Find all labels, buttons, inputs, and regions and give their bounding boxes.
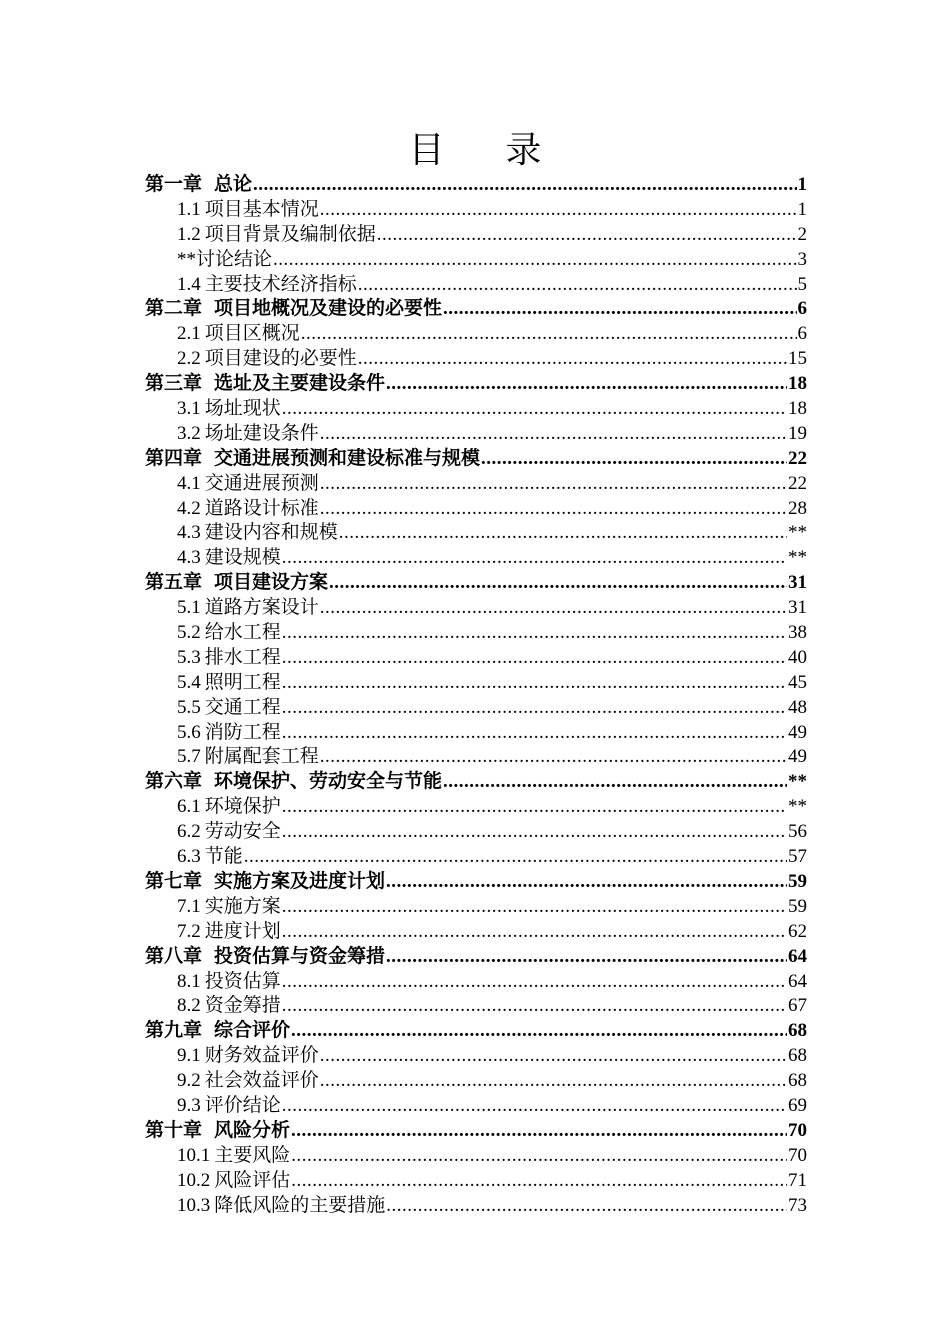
- toc-entry-number: 第二章: [145, 298, 203, 320]
- dot-leader: [386, 372, 787, 397]
- dot-leader: [282, 970, 787, 995]
- toc-page-number: **: [788, 547, 807, 569]
- toc-chapter-entry[interactable]: [145, 372, 807, 397]
- dot-leader: [377, 223, 797, 248]
- toc-page-number: 70: [788, 1119, 807, 1141]
- dot-leader: [443, 770, 787, 795]
- toc-section-entry[interactable]: [145, 721, 807, 746]
- toc-entry-number: 第八章: [145, 945, 203, 967]
- dot-leader: [282, 621, 787, 646]
- toc-page-number: 15: [788, 348, 807, 370]
- toc-section-entry[interactable]: [145, 671, 807, 696]
- dot-leader: [282, 1094, 787, 1119]
- toc-entry-label: 风险分析: [214, 1119, 291, 1141]
- toc-section-entry[interactable]: [145, 895, 807, 920]
- toc-page-number: 1: [797, 198, 807, 220]
- dot-leader: [282, 696, 787, 721]
- toc-page-number: 69: [788, 1094, 807, 1116]
- dot-leader: [291, 1169, 787, 1194]
- dot-leader: [339, 521, 787, 546]
- toc-chapter-entry[interactable]: [145, 1019, 807, 1044]
- toc-entry-label: 项目基本情况: [204, 198, 319, 220]
- toc-entry-label: 社会效益评价: [204, 1070, 319, 1092]
- toc-page-number: 59: [788, 870, 807, 892]
- toc-section-entry[interactable]: [145, 820, 807, 845]
- toc-entry-number: 3.1: [177, 398, 201, 420]
- toc-section-entry[interactable]: [145, 1044, 807, 1069]
- toc-entry-label: 节能: [204, 846, 243, 868]
- toc-entry-number: 1.2: [177, 223, 201, 245]
- toc-entry-number: 第九章: [145, 1020, 203, 1042]
- dot-leader: [273, 248, 796, 273]
- dot-leader: [386, 870, 787, 895]
- toc-section-entry[interactable]: [145, 273, 807, 298]
- toc-section-entry[interactable]: [145, 994, 807, 1019]
- toc-page-number: 22: [788, 447, 807, 469]
- toc-entry-label: 场址建设条件: [204, 422, 319, 444]
- toc-entry-number: 第七章: [145, 870, 203, 892]
- dot-leader: [358, 273, 797, 298]
- toc-entry-number: 2.1: [177, 323, 201, 345]
- toc-page-number: 73: [788, 1194, 807, 1216]
- toc-entry-label: 总论: [214, 174, 253, 195]
- dot-leader: [253, 173, 796, 198]
- toc-entry-label: 道路方案设计: [204, 597, 319, 619]
- toc-section-entry[interactable]: [145, 223, 807, 248]
- toc-page-number: 49: [788, 721, 807, 743]
- toc-page-number: **: [788, 771, 807, 793]
- toc-page-number: 38: [788, 622, 807, 644]
- toc-page-number: 31: [788, 572, 807, 594]
- dot-leader: [329, 571, 787, 596]
- toc-entry-number: 7.2: [177, 920, 201, 942]
- dot-leader: [358, 347, 787, 372]
- toc-entry-number: 4.3: [177, 522, 201, 544]
- toc-page-number: 5: [797, 273, 807, 295]
- toc-entry-number: 第一章: [145, 174, 203, 195]
- dot-leader: [282, 895, 787, 920]
- dot-leader: [320, 1044, 787, 1069]
- toc-section-entry[interactable]: [145, 347, 807, 372]
- toc-section-entry[interactable]: [145, 1144, 807, 1169]
- toc-entry-label: 投资估算与资金筹措: [214, 945, 386, 967]
- toc-entry-number: 第三章: [145, 373, 203, 395]
- toc-section-entry[interactable]: [145, 795, 807, 820]
- toc-entry-label: 项目地概况及建设的必要性: [214, 298, 443, 320]
- toc-entry-label: 环境保护: [204, 796, 281, 818]
- toc-entry-number: 6.3: [177, 846, 201, 868]
- dot-leader: [481, 447, 787, 472]
- toc-entry-label: 照明工程: [204, 671, 281, 693]
- toc-entry-number: 第十章: [145, 1119, 203, 1141]
- toc-section-entry[interactable]: [145, 322, 807, 347]
- toc-entry-label: 风险评估: [214, 1169, 291, 1191]
- toc-entry-label: 消防工程: [204, 721, 281, 743]
- toc-page-number: 31: [788, 597, 807, 619]
- toc-page-number: 6: [797, 323, 807, 345]
- toc-entry-number: 5.5: [177, 696, 201, 718]
- toc-entry-number: 4.3: [177, 547, 201, 569]
- toc-entry-number: 10.2: [177, 1169, 211, 1191]
- toc-chapter-entry[interactable]: [145, 571, 807, 596]
- toc-entry-number: 5.1: [177, 597, 201, 619]
- toc-section-entry[interactable]: [145, 1069, 807, 1094]
- toc-entry-number: 5.2: [177, 622, 201, 644]
- toc-entry-number: 9.2: [177, 1070, 201, 1092]
- toc-section-entry[interactable]: [145, 646, 807, 671]
- toc-entry-number: 5.4: [177, 671, 201, 693]
- toc-page-number: 62: [788, 920, 807, 942]
- toc-entry-number: 5.3: [177, 646, 201, 668]
- toc-page-number: 68: [788, 1045, 807, 1067]
- toc-entry-number: 8.1: [177, 970, 201, 992]
- toc-title: 目 录: [408, 130, 568, 170]
- toc-entry-label: 财务效益评价: [204, 1045, 319, 1067]
- dot-leader: [320, 596, 787, 621]
- toc-section-entry[interactable]: [145, 845, 807, 870]
- dot-leader: [282, 920, 787, 945]
- dot-leader: [320, 745, 787, 770]
- dot-leader: [443, 297, 796, 322]
- toc-page-number: 70: [788, 1144, 807, 1166]
- toc-entry-label: 选址及主要建设条件: [214, 373, 386, 395]
- toc-entry-number: 5.7: [177, 746, 201, 768]
- toc-entry-label: 主要风险: [214, 1144, 291, 1166]
- toc-chapter-entry[interactable]: [145, 173, 807, 198]
- dot-leader: [386, 1194, 787, 1219]
- dot-leader: [282, 646, 787, 671]
- toc-page-number: 40: [788, 646, 807, 668]
- toc-chapter-entry[interactable]: [145, 770, 807, 795]
- toc-entry-label: 建设规模: [204, 547, 281, 569]
- toc-section-entry[interactable]: [145, 198, 807, 223]
- dot-leader: [291, 1019, 787, 1044]
- toc-entry-label: 投资估算: [204, 970, 281, 992]
- toc-section-entry[interactable]: [145, 472, 807, 497]
- toc-page-number: 18: [788, 373, 807, 395]
- dot-leader: [386, 945, 787, 970]
- toc-entry-number: 1.4: [177, 273, 201, 295]
- toc-page-number: 2: [797, 223, 807, 245]
- toc-page-number: 64: [788, 970, 807, 992]
- toc-page-number: 1: [797, 174, 807, 195]
- toc-section-entry[interactable]: [145, 1094, 807, 1119]
- toc-chapter-entry[interactable]: [145, 1119, 807, 1144]
- dot-leader: [320, 422, 787, 447]
- dot-leader: [244, 845, 787, 870]
- toc-entry-label: 进度计划: [204, 920, 281, 942]
- toc-entry-label: 项目建设方案: [214, 572, 329, 594]
- dot-leader: [320, 198, 797, 223]
- toc-entry-label: 主要技术经济指标: [204, 273, 357, 295]
- toc-section-entry[interactable]: [145, 696, 807, 721]
- toc-entry-label: 资金筹措: [204, 995, 281, 1017]
- toc-section-entry[interactable]: [145, 422, 807, 447]
- toc-entry-label: 综合评价: [214, 1020, 291, 1042]
- toc-entry-number: 8.2: [177, 995, 201, 1017]
- dot-leader: [291, 1144, 787, 1169]
- dot-leader: [320, 472, 787, 497]
- toc-section-entry[interactable]: [145, 497, 807, 522]
- toc-entry-label: 交通进展预测和建设标准与规模: [214, 447, 481, 469]
- dot-leader: [282, 994, 787, 1019]
- toc-page-number: 67: [788, 995, 807, 1017]
- toc-page-number: 45: [788, 671, 807, 693]
- toc-entry-label: 道路设计标准: [204, 497, 319, 519]
- toc-entry-label: 项目背景及编制依据: [204, 223, 376, 245]
- toc-entry-number: 3.2: [177, 422, 201, 444]
- toc-entry-number: 1.1: [177, 198, 201, 220]
- toc-section-entry[interactable]: [145, 621, 807, 646]
- dot-leader: [291, 1119, 787, 1144]
- toc-entry-label: 实施方案及进度计划: [214, 870, 386, 892]
- toc-entry-number: 9.3: [177, 1094, 201, 1116]
- toc-entry-number: 10.1: [177, 1144, 211, 1166]
- toc-section-entry[interactable]: [145, 397, 807, 422]
- toc-page-number: 56: [788, 821, 807, 843]
- dot-leader: [282, 546, 787, 571]
- toc-page-number: **: [788, 522, 807, 544]
- toc-entry-label: 场址现状: [204, 398, 281, 420]
- dot-leader: [301, 322, 797, 347]
- toc-page-number: 18: [788, 398, 807, 420]
- toc-entry-number: 9.1: [177, 1045, 201, 1067]
- toc-section-entry[interactable]: [145, 920, 807, 945]
- toc-entry-number: 5.6: [177, 721, 201, 743]
- toc-page-number: 68: [788, 1020, 807, 1042]
- toc-entry-number: 6.2: [177, 821, 201, 843]
- toc-entry-number: 第六章: [145, 771, 203, 793]
- dot-leader: [282, 795, 787, 820]
- toc-entry-label: 评价结论: [204, 1094, 281, 1116]
- toc-page-number: **: [788, 796, 807, 818]
- toc-section-entry[interactable]: [145, 745, 807, 770]
- toc-entry-label: 劳动安全: [204, 821, 281, 843]
- toc-page-number: 49: [788, 746, 807, 768]
- toc-entry-label: **讨论结论: [177, 248, 273, 270]
- toc-page-number: 64: [788, 945, 807, 967]
- toc-entry-label: 给水工程: [204, 622, 281, 644]
- toc-section-entry[interactable]: [145, 521, 807, 546]
- toc-entry-number: 10.3: [177, 1194, 211, 1216]
- toc-section-entry[interactable]: [145, 1169, 807, 1194]
- toc-section-entry[interactable]: [145, 970, 807, 995]
- toc-chapter-entry[interactable]: [145, 447, 807, 472]
- toc-entry-label: 附属配套工程: [204, 746, 319, 768]
- toc-entry-label: 交通工程: [204, 696, 281, 718]
- toc-page-number: 48: [788, 696, 807, 718]
- toc-section-entry[interactable]: [145, 248, 807, 273]
- toc-section-entry[interactable]: [145, 1194, 807, 1219]
- toc-section-entry[interactable]: [145, 596, 807, 621]
- toc-entry-label: 项目建设的必要性: [204, 348, 357, 370]
- toc-page-number: 19: [788, 422, 807, 444]
- toc-entry-label: 实施方案: [204, 895, 281, 917]
- toc-entry-label: 建设内容和规模: [204, 522, 338, 544]
- toc-entry-number: 2.2: [177, 348, 201, 370]
- toc-page-number: 22: [788, 472, 807, 494]
- toc-page-number: 6: [797, 298, 807, 320]
- dot-leader: [282, 721, 787, 746]
- toc-page-number: 68: [788, 1070, 807, 1092]
- toc-entry-label: 环境保护、劳动安全与节能: [214, 771, 443, 793]
- toc-chapter-entry[interactable]: [145, 945, 807, 970]
- toc-page-number: 57: [788, 846, 807, 868]
- dot-leader: [320, 497, 787, 522]
- toc-entry-number: 第四章: [145, 447, 203, 469]
- toc-entry-number: 4.2: [177, 497, 201, 519]
- toc-section-entry[interactable]: [145, 546, 807, 571]
- toc-entry-number: 第五章: [145, 572, 203, 594]
- dot-leader: [282, 397, 787, 422]
- table-of-contents: [145, 173, 807, 1218]
- dot-leader: [282, 671, 787, 696]
- toc-page-number: 71: [788, 1169, 807, 1191]
- dot-leader: [320, 1069, 787, 1094]
- toc-page-number: 59: [788, 895, 807, 917]
- toc-page-number: 28: [788, 497, 807, 519]
- dot-leader: [282, 820, 787, 845]
- toc-entry-number: 6.1: [177, 796, 201, 818]
- toc-chapter-entry[interactable]: [145, 870, 807, 895]
- toc-entry-label: 项目区概况: [204, 323, 300, 345]
- toc-entry-label: 排水工程: [204, 646, 281, 668]
- toc-entry-label: 交通进展预测: [204, 472, 319, 494]
- toc-page-number: 3: [797, 248, 807, 270]
- toc-entry-label: 降低风险的主要措施: [214, 1194, 386, 1216]
- toc-entry-number: 4.1: [177, 472, 201, 494]
- toc-entry-number: 7.1: [177, 895, 201, 917]
- toc-chapter-entry[interactable]: [145, 297, 807, 322]
